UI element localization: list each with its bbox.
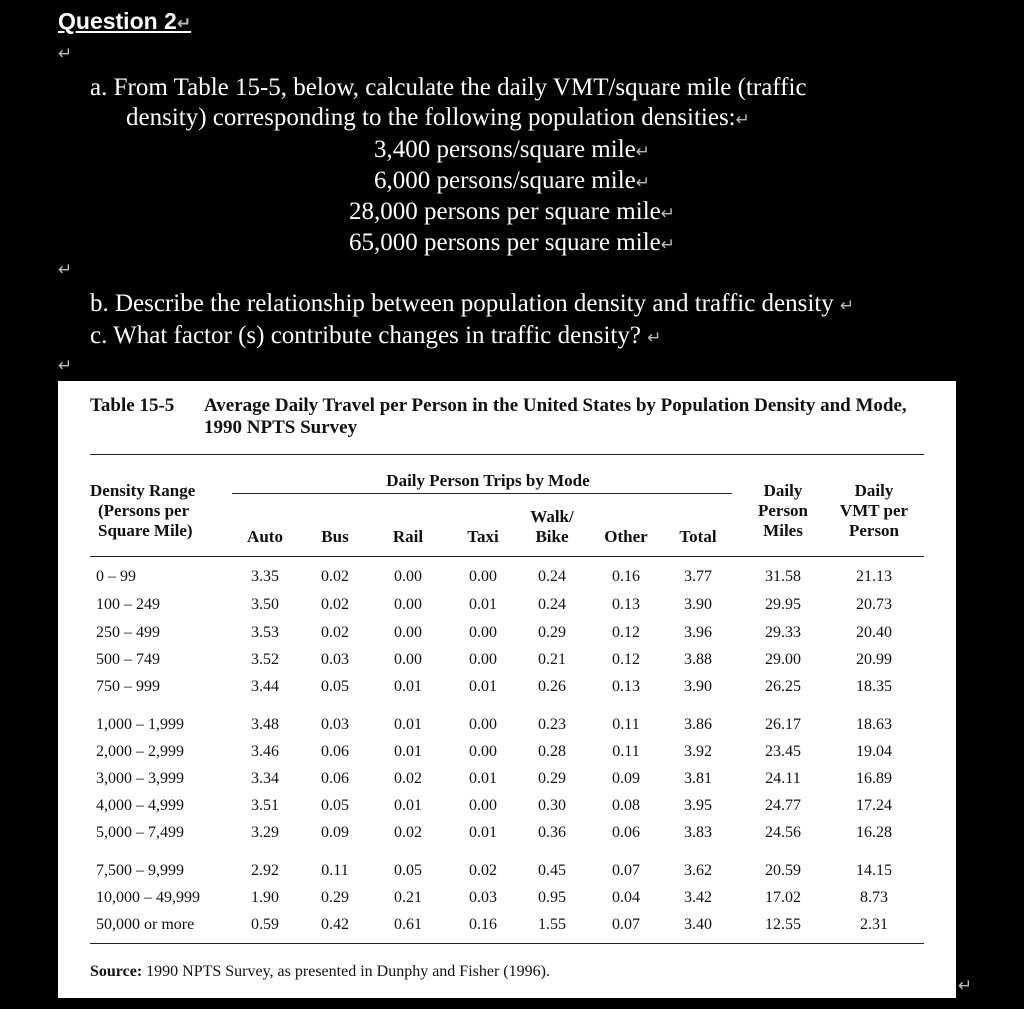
table-cell: 17.02 (765, 889, 801, 906)
density-range-cell: 7,500 – 9,999 (96, 862, 184, 879)
table-cell: 0.26 (538, 678, 566, 695)
table-cell: 0.21 (538, 651, 566, 668)
table-cell: 3.42 (684, 889, 712, 906)
table-cell: 0.29 (321, 889, 349, 906)
col-header-rail: Rail (392, 527, 424, 546)
table-cell: 3.83 (684, 824, 712, 841)
table-cell: 3.48 (251, 716, 279, 733)
table-cell: 0.05 (321, 797, 349, 814)
table-cell: 26.25 (765, 678, 801, 695)
col-header-auto: Auto (247, 527, 283, 546)
table-cell: 0.02 (321, 624, 349, 641)
table-cell: 20.40 (856, 624, 892, 641)
part-c: c. What factor (s) contribute changes in traffic density? ↵ (90, 322, 662, 349)
table-cell: 16.89 (856, 770, 892, 787)
table-source: Source: 1990 NPTS Survey, as presented in Dunphy and Fisher (1996). (90, 963, 550, 980)
return-mark: ↵ (58, 44, 73, 64)
density-range-cell: 4,000 – 4,999 (96, 797, 184, 814)
table-cell: 0.61 (394, 916, 422, 933)
table-cell: 0.05 (321, 678, 349, 695)
table-cell: 0.12 (612, 651, 640, 668)
table-cell: 0.03 (321, 716, 349, 733)
table-cell: 0.08 (612, 797, 640, 814)
table-cell: 3.96 (684, 624, 712, 641)
table-cell: 3.46 (251, 743, 279, 760)
return-mark: ↵ (58, 356, 73, 376)
table-cell: 0.00 (469, 624, 497, 641)
return-mark: ↵ (958, 976, 973, 996)
table-cell: 0.07 (612, 916, 640, 933)
table-cell: 0.12 (612, 624, 640, 641)
table-cell: 3.35 (251, 568, 279, 585)
table-cell: 2.31 (860, 916, 888, 933)
table-cell: 3.44 (251, 678, 279, 695)
table-cell: 24.56 (765, 824, 801, 841)
table-cell: 1.55 (538, 916, 566, 933)
density-header: Density Range (Persons per Square Mile) (90, 481, 196, 540)
density-1: 3,400 persons/square mile↵ (373, 136, 650, 163)
table-cell: 3.34 (251, 770, 279, 787)
table-cell: 0.13 (612, 678, 640, 695)
table-cell: 12.55 (765, 916, 801, 933)
table-cell: 0.02 (321, 568, 349, 585)
table-cell: 0.02 (394, 770, 422, 787)
table-cell: 0.36 (538, 824, 566, 841)
density-range-cell: 1,000 – 1,999 (96, 716, 184, 733)
table-cell: 14.15 (856, 862, 892, 879)
table-cell: 0.00 (469, 743, 497, 760)
col-header-taxi: Taxi (467, 527, 499, 546)
table-cell: 0.29 (538, 624, 566, 641)
table-cell: 3.90 (684, 678, 712, 695)
table-cell: 0.01 (394, 797, 422, 814)
table-cell: 0.00 (394, 624, 422, 641)
table-cell: 0.01 (394, 678, 422, 695)
table-cell: 18.35 (856, 678, 892, 695)
table-cell: 0.01 (469, 770, 497, 787)
part-a-line1: a. From Table 15-5, below, calculate the daily VMT/square mile (traffic (90, 74, 807, 101)
table-cell: 0.00 (394, 568, 422, 585)
table-cell: 0.29 (538, 770, 566, 787)
table-cell: 20.99 (856, 651, 892, 668)
table-cell: 3.53 (251, 624, 279, 641)
table-cell: 0.11 (321, 862, 349, 879)
table-cell: 29.00 (765, 651, 801, 668)
table-cell: 3.51 (251, 797, 279, 814)
table-cell: 21.13 (856, 568, 892, 585)
col-header-person-miles: Daily Person Miles (757, 481, 809, 540)
table-cell: 3.50 (251, 596, 279, 613)
table-cell: 0.00 (394, 596, 422, 613)
table-cell: 0.16 (469, 916, 497, 933)
question-heading: Question 2↵ (58, 8, 192, 34)
table-cell: 0.01 (469, 824, 497, 841)
table-cell: 0.01 (469, 678, 497, 695)
table-cell: 1.90 (251, 889, 279, 906)
table-cell: 8.73 (860, 889, 888, 906)
density-range-cell: 50,000 or more (96, 916, 195, 933)
table-cell: 0.02 (469, 862, 497, 879)
table-cell: 0.42 (321, 916, 349, 933)
table-cell: 0.06 (321, 770, 349, 787)
table-cell: 20.73 (856, 596, 892, 613)
table-top-rule (90, 454, 924, 455)
part-a-line2: density) corresponding to the following population densities:↵ (126, 104, 750, 131)
table-cell: 0.01 (394, 716, 422, 733)
table-cell: 0.45 (538, 862, 566, 879)
col-header-vmt-per-person: Daily VMT per Person (839, 481, 909, 540)
table-cell: 0.13 (612, 596, 640, 613)
table-bottom-rule (90, 943, 924, 944)
table-cell: 3.81 (684, 770, 712, 787)
table-cell: 23.45 (765, 743, 801, 760)
table-cell: 26.17 (765, 716, 801, 733)
table-cell: 0.04 (612, 889, 640, 906)
table-cell: 0.03 (321, 651, 349, 668)
table-cell: 29.33 (765, 624, 801, 641)
table-cell: 16.28 (856, 824, 892, 841)
table-cell: 0.06 (612, 824, 640, 841)
table-cell: 0.01 (394, 743, 422, 760)
table-cell: 0.01 (469, 596, 497, 613)
table-cell: 0.59 (251, 916, 279, 933)
table-cell: 0.00 (394, 651, 422, 668)
density-range-cell: 250 – 499 (96, 624, 160, 641)
table-cell: 0.00 (469, 716, 497, 733)
density-range-cell: 500 – 749 (96, 651, 160, 668)
return-mark: ↵ (58, 260, 73, 280)
header-rule (90, 556, 924, 557)
density-range-cell: 3,000 – 3,999 (96, 770, 184, 787)
table-cell: 19.04 (856, 743, 892, 760)
table-cell: 0.07 (612, 862, 640, 879)
table-cell: 20.59 (765, 862, 801, 879)
table-image (58, 381, 956, 998)
table-cell: 0.02 (394, 824, 422, 841)
table-cell: 0.24 (538, 596, 566, 613)
table-cell: 0.24 (538, 568, 566, 585)
density-4: 65,000 persons per square mile↵ (349, 229, 675, 256)
table-cell: 0.00 (469, 797, 497, 814)
table-cell: 0.16 (612, 568, 640, 585)
table-cell: 3.52 (251, 651, 279, 668)
density-range-cell: 10,000 – 49,999 (96, 889, 200, 906)
table-cell: 0.05 (394, 862, 422, 879)
table-cell: 18.63 (856, 716, 892, 733)
table-cell: 3.62 (684, 862, 712, 879)
table-cell: 3.86 (684, 716, 712, 733)
table-cell: 0.23 (538, 716, 566, 733)
group-rule (232, 493, 732, 494)
table-cell: 0.28 (538, 743, 566, 760)
table-cell: 0.06 (321, 743, 349, 760)
table-cell: 0.30 (538, 797, 566, 814)
table-cell: 0.00 (469, 651, 497, 668)
table-cell: 24.11 (765, 770, 801, 787)
table-cell: 3.95 (684, 797, 712, 814)
table-cell: 0.11 (612, 716, 640, 733)
table-cell: 3.40 (684, 916, 712, 933)
table-cell: 24.77 (765, 797, 801, 814)
table-cell: 0.09 (612, 770, 640, 787)
table-cell: 29.95 (765, 596, 801, 613)
table-cell: 0.21 (394, 889, 422, 906)
table-cell: 3.88 (684, 651, 712, 668)
table-cell: 0.11 (612, 743, 640, 760)
table-cell: 2.92 (251, 862, 279, 879)
col-header-other: Other (604, 527, 648, 546)
col-header-walk-bike: Walk/ Bike (530, 507, 574, 546)
group-header: Daily Person Trips by Mode (386, 471, 590, 490)
table-cell: 0.09 (321, 824, 349, 841)
table-cell: 31.58 (765, 568, 801, 585)
density-2: 6,000 persons/square mile↵ (373, 167, 650, 194)
table-cell: 3.29 (251, 824, 279, 841)
table-cell: 3.77 (684, 568, 712, 585)
col-header-bus: Bus (321, 527, 349, 546)
density-range-cell: 2,000 – 2,999 (96, 743, 184, 760)
density-range-cell: 750 – 999 (96, 678, 160, 695)
table-label: Table 15-5 (90, 395, 175, 416)
table-cell: 0.02 (321, 596, 349, 613)
col-header-total: Total (679, 527, 717, 546)
density-3: 28,000 persons per square mile↵ (349, 198, 675, 225)
table-cell: 0.95 (538, 889, 566, 906)
table-cell: 0.03 (469, 889, 497, 906)
table-cell: 3.90 (684, 596, 712, 613)
table-cell: 3.92 (684, 743, 712, 760)
table-cell: 0.00 (469, 568, 497, 585)
density-range-cell: 0 – 99 (96, 568, 136, 585)
density-range-cell: 5,000 – 7,499 (96, 824, 184, 841)
density-range-cell: 100 – 249 (96, 596, 160, 613)
part-b: b. Describe the relationship between population density and traffic density ↵ (90, 290, 855, 317)
table-title: Average Daily Travel per Person in the United States by Population Density and Mode, 1990 NPTS Survey (204, 395, 907, 438)
table-cell: 17.24 (856, 797, 892, 814)
